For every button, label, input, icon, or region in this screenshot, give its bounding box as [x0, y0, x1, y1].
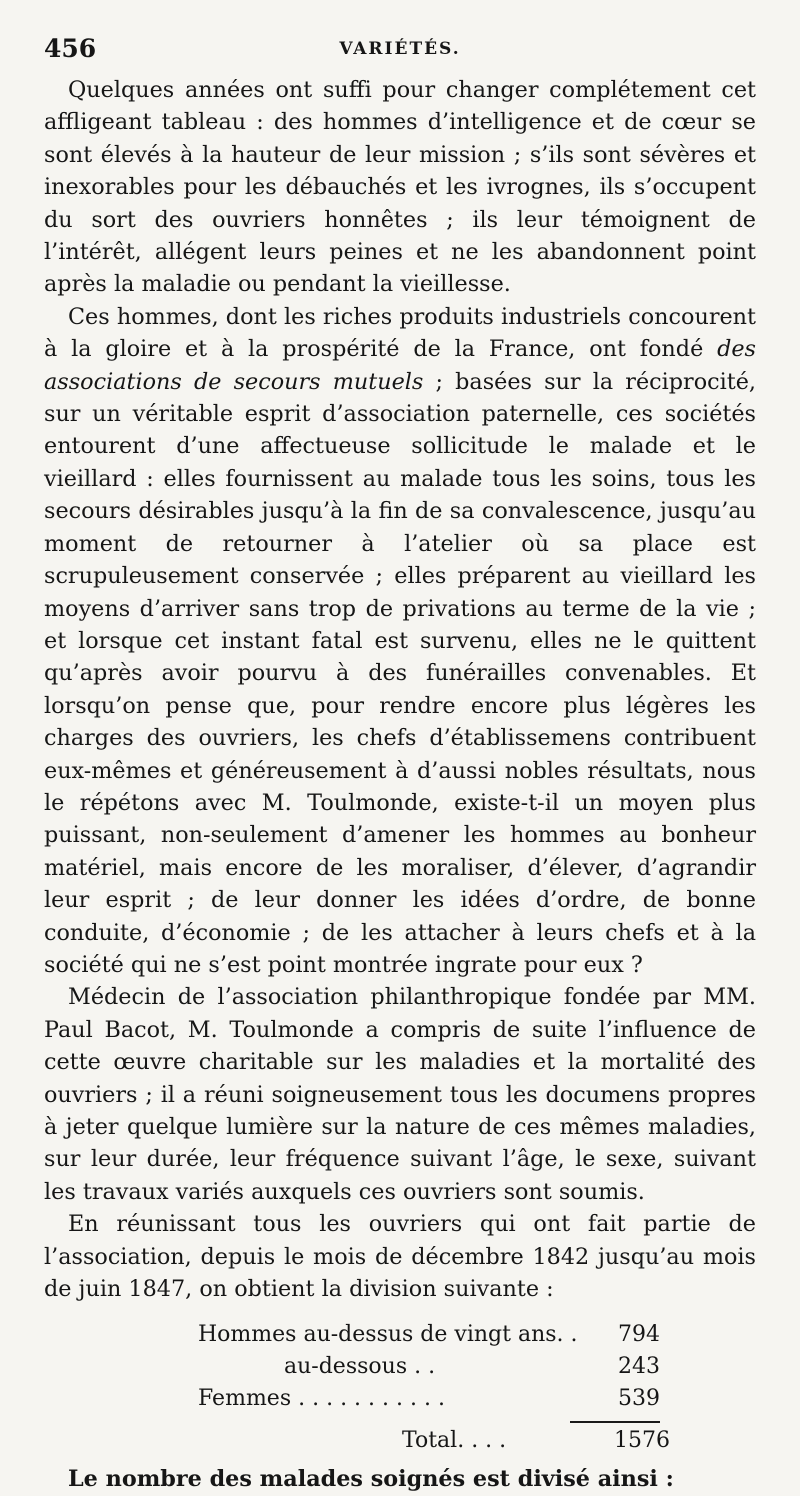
row-label: Hommes au-dessus de vingt ans. .	[198, 1322, 578, 1348]
row-value: 794	[618, 1322, 660, 1348]
row-value: 243	[618, 1354, 660, 1380]
total-rule	[570, 1421, 660, 1423]
running-title: VARIÉTÉS.	[339, 39, 461, 59]
body-text	[44, 74, 756, 1305]
paragraph-4: En réunissant tous les ouvriers qui ont fait partie de l’association, depuis le mois de décembre 1842 jusqu’au mois de juin 1847, on obtient la division suivante :	[44, 1211, 756, 1303]
total-label: Total. . . .	[402, 1428, 507, 1454]
total-value: 1576	[614, 1428, 670, 1454]
page-header	[44, 34, 756, 74]
table-row	[198, 1383, 660, 1415]
row-label: au-dessous . .	[284, 1354, 436, 1380]
paragraph-2-start: Ces hommes, dont les riches produits industriels concourent à la gloire et à la prospérité de la France, ont fondé	[44, 303, 756, 363]
page-number: 456	[44, 34, 97, 63]
row-label: Femmes . . . . . . . . . . .	[198, 1386, 445, 1412]
paragraph-2-end: ; basées sur la réciprocité, sur un véritable esprit d’association paternelle, ces sociétés entourent d’une affectueuse sollicitude le malade et le vieillard : elles fournissent au malade tous les soins, tous les secours désirables jusqu’à la fin de sa convalescence, jusqu’au moment de retourner à l’atelier où sa place est scrupuleusement conservée ; elles préparent au vieillard les moyens d’arriver sans trop de privations au terme de la vie ; et lorsque cet instant fatal est survenu, elles ne le quittent qu’après avoir pourvu à des funérailles convenables. Et lorsqu’on pense que, pour rendre encore plus légères les charges des ouvriers, les chefs d’établissemens contribuent eux-mêmes et généreusement à d’aussi nobles résultats, nous le répétons avec M. Toulmonde, existe-t-il un moyen plus puissant, non-seulement d’amener les hommes au bonheur matériel, mais encore de les moraliser, d’élever, d’agrandir leur esprit ; de leur donner les idées d’ordre, de bonne conduite, d’économie ; de les attacher à leurs chefs et à la société qui ne s’est point montrée ingrate pour eux ?	[44, 368, 756, 978]
paragraph-2	[44, 301, 756, 982]
table-row	[198, 1351, 660, 1383]
paragraph-1: Quelques années ont suffi pour changer complétement cet affligeant tableau : des hommes d’intelligence et de cœur se sont élevés à la hauteur de leur mission ; s’ils sont sévères et inexorables pour les débauchés et les ivrognes, ils s’occupent du sort des ouvriers honnêtes ; ils leur témoignent de l’intérêt, allégent leurs peines et ne les abandonnent point après la maladie ou pendant la vieillesse.	[44, 77, 756, 298]
division-table	[198, 1319, 670, 1457]
table-total-row	[198, 1425, 670, 1457]
closing-sentence: Le nombre des malades soignés est divisé ainsi :	[68, 1466, 674, 1493]
closing-text	[44, 1463, 756, 1495]
italic-phrase: des associations de secours mutuels	[44, 336, 756, 395]
paragraph-3: Médecin de l’association philanthropique fondée par MM. Paul Bacot, M. Toulmonde a compris de suite l’influence de cette œuvre charitable sur les maladies et la mortalité des ouvriers ; il a réuni soigneusement tous les documens propres à jeter quelque lumière sur la nature de ces mêmes maladies, sur leur durée, leur fréquence suivant l’âge, le sexe, suivant les travaux variés auxquels ces ouvriers sont soumis.	[44, 984, 756, 1205]
row-value: 539	[618, 1386, 660, 1412]
table-row	[198, 1319, 660, 1351]
